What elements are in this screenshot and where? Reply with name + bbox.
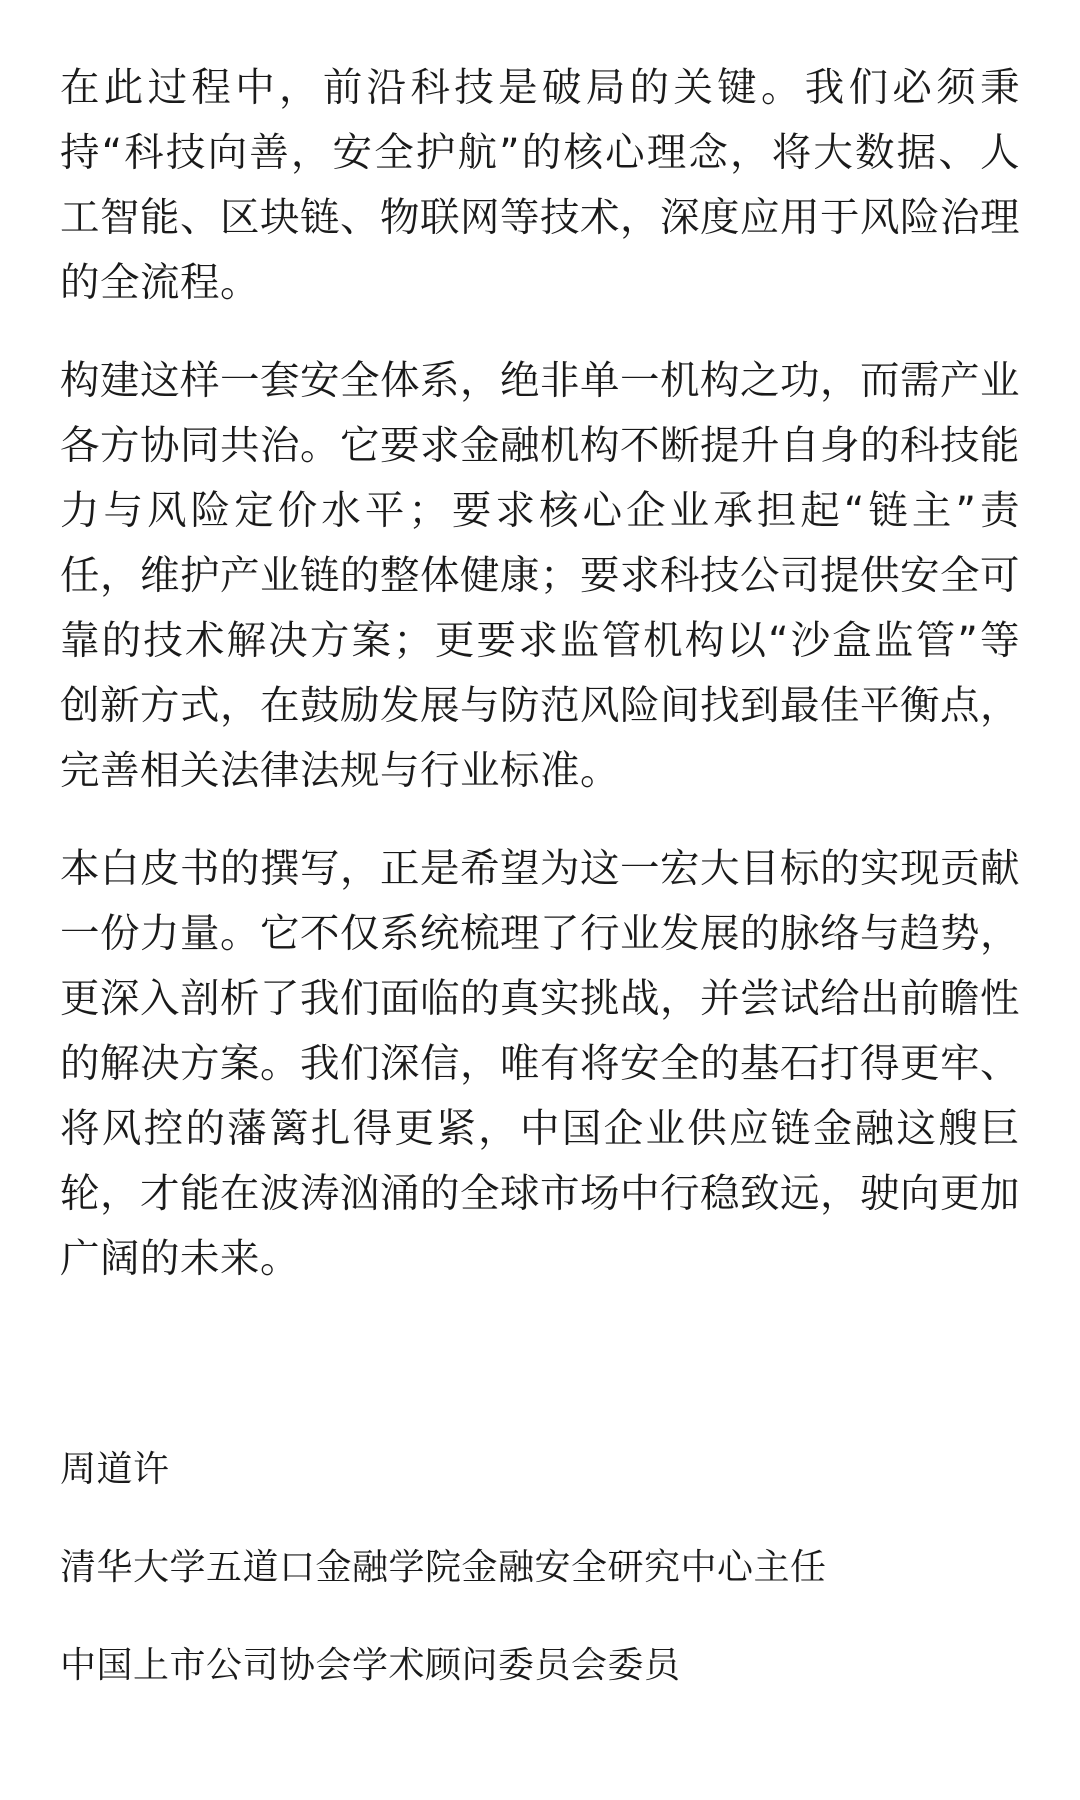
author-title: 清华大学五道口金融学院金融安全研究中心主任 [60,1547,827,1588]
author-name: 周道许 [60,1449,170,1490]
paragraph: 构建这样一套安全体系，绝非单一机构之功，而需产业各方协同共治。它要求金融机构不断提升自身的科技能力与风险定价水平；要求核心企业承担起“链主”责任，维护产业链的整体健康；要求科技公司提供安全可靠的技术解决方案；更要求监管机构以“沙盒监管”等创新方式，在鼓励发展与防范风险间找到最佳平衡点，完善相关法律法规与行业标准。 [60,358,1020,794]
article-body [60,56,1020,1292]
author-signature [60,1445,1020,1691]
author-title: 中国上市公司协会学术顾问委员会委员 [60,1645,681,1686]
paragraph: 在此过程中，前沿科技是破局的关键。我们必须秉持“科技向善，安全护航”的核心理念，将大数据、人工智能、区块链、物联网等技术，深度应用于风险治理的全流程。 [60,65,1020,306]
paragraph: 本白皮书的撰写，正是希望为这一宏大目标的实现贡献一份力量。它不仅系统梳理了行业发展的脉络与趋势，更深入剖析了我们面临的真实挑战，并尝试给出前瞻性的解决方案。我们深信，唯有将安全的基石打得更牢、将风控的藩篱扎得更紧，中国企业供应链金融这艘巨轮，才能在波涛汹涌的全球市场中行稳致远，驶向更加广阔的未来。 [60,846,1020,1282]
